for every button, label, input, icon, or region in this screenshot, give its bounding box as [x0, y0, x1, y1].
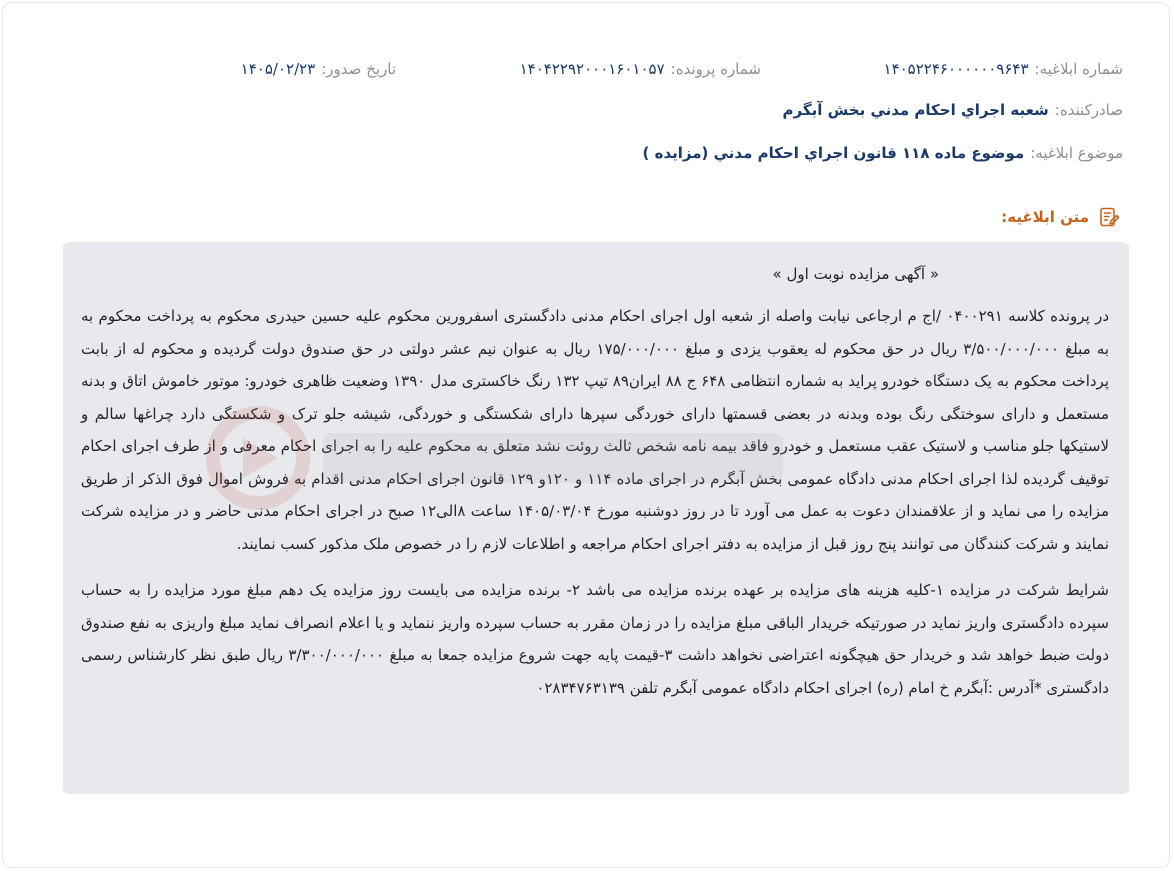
section-title-text: متن ابلاغيه: — [1001, 208, 1089, 226]
meta-row-subject — [3, 144, 1123, 168]
subject-label: موضوع ابلاغيه: — [1030, 144, 1123, 162]
meta-row-numbers — [3, 60, 1123, 84]
meta-row-issuer — [3, 101, 1123, 125]
document-edit-icon — [1097, 205, 1121, 229]
notice-number — [884, 60, 1123, 78]
auction-paragraph-2: شرایط شرکت در مزایده ۱-کلیه هزینه های مزایده بر عهده برنده مزایده می باشد ۲- برنده مزایده می بایست روز مزایده یک دهم مبلغ مورد مزایده را به حساب سپرده دادگستری واریز نماید در صورتیکه خریدار الباقی مبلغ مزایده را در زمان مقرر به حساب سپرده واریز ننماید و یا اعلام انصراف نماید مبلغ واریزی به نفع صندوق دولت ضبط خواهد شد و خریدار حق هیچگونه اعتراضی نخواهد داشت ۳-قیمت پایه جهت شروع مزایده جمعا به مبلغ ۳/۳۰۰/۰۰۰/۰۰۰ ریال طبق نظر کارشناس رسمی دادگستری *آدرس :آبگرم خ امام (ره) اجرای احکام دادگاه عمومی آبگرم تلفن ۰۲۸۳۴۷۶۳۱۳۹ — [81, 581, 1110, 697]
notice-text-box — [63, 242, 1129, 794]
issuer-label: صادرکننده: — [1054, 101, 1123, 119]
auction-paragraph-1: در پرونده کلاسه ۰۴۰۰۲۹۱ /اج م ارجاعی نیابت واصله از شعبه اول اجرای احکام مدنی دادگستری اسفرورین محکوم علیه حسین حیدری محکوم به پرداخت محکوم به به مبلغ ۳/۵۰۰/۰۰۰/۰۰۰ ریال در حق محکوم له یعقوب یزدی و مبلغ ۱۷۵/۰۰۰/۰۰۰ ریال به عنوان نیم عشر دولتی در حق صندوق دولت گردیده و محکوم له از بابت پرداخت محکوم به یک دستگاه خودرو پراید به شماره انتظامی ۶۴۸ ج ۸۸ ایران۸۹ تیپ ۱۳۲ رنگ خاکستری مدل ۱۳۹۰ وضعیت ظاهری خودرو: موتور خاموش اتاق و بدنه مستعمل و دارای سوختگی رنگ بوده وبدنه در بعضی قسمتها دارای خوردگی سپرها دارای شکستگی و خوردگی، شیشه جلو ترک و شکستگی دارد چراغها سالم و لاستیکها جلو مناسب و لاستیک عقب مستعمل و خودرو فاقد بیمه نامه شخص ثالث روئت نشد متعلق به محکوم علیه را به اجرای احکام معرفی و از طرف اجرای احکام توقیف گردیده لذا اجرای احکام مدنی دادگاه عمومی بخش آبگرم در اجرای ماده ۱۱۴ و ۱۲۰و ۱۲۹ قانون اجرای احکام مدنی اقدام به فروش اموال فوق الذکر از طریق مزایده را می نماید و از علاقمندان دعوت به عمل می آورد تا در روز دوشنبه مورخ ۱۴۰۵/۰۳/۰۴ ساعت ۸الی۱۲ صبح در اجرای احکام مدنی حاضر و در مزایده شرکت نمایند و شرکت کنندگان می توانند پنج روز قبل از مزایده به دفتر اجرای احکام مراجعه و اطلاعات لازم را در خصوص ملک مذکور کسب نمایند. — [81, 307, 1110, 553]
issue-date-value: ۱۴۰۵/۰۲/۲۳ — [240, 60, 316, 78]
issuer — [783, 101, 1123, 119]
subject — [643, 144, 1123, 162]
case-number — [520, 60, 761, 78]
notice-card — [2, 2, 1170, 868]
case-number-value: ۱۴۰۴۲۲۹۲۰۰۰۱۶۰۱۰۵۷ — [519, 60, 665, 78]
issue-date-label: تاريخ صدور: — [321, 60, 396, 78]
issuer-value: شعبه اجراي احکام مدني بخش آبگرم — [782, 101, 1049, 119]
issue-date — [241, 60, 396, 78]
notice-number-label: شماره ابلاغيه: — [1034, 60, 1123, 78]
section-title — [1001, 204, 1121, 230]
case-number-label: شماره پرونده: — [670, 60, 761, 78]
subject-value: موضوع ماده ۱۱۸ قانون اجراي احکام مدني (مزايده ) — [642, 144, 1025, 162]
notice-number-value: ۱۴۰۵۲۲۴۶۰۰۰۰۰۰۹۶۴۳ — [883, 60, 1029, 78]
auction-heading: « آگهی مزایده نوبت اول » — [772, 265, 939, 283]
